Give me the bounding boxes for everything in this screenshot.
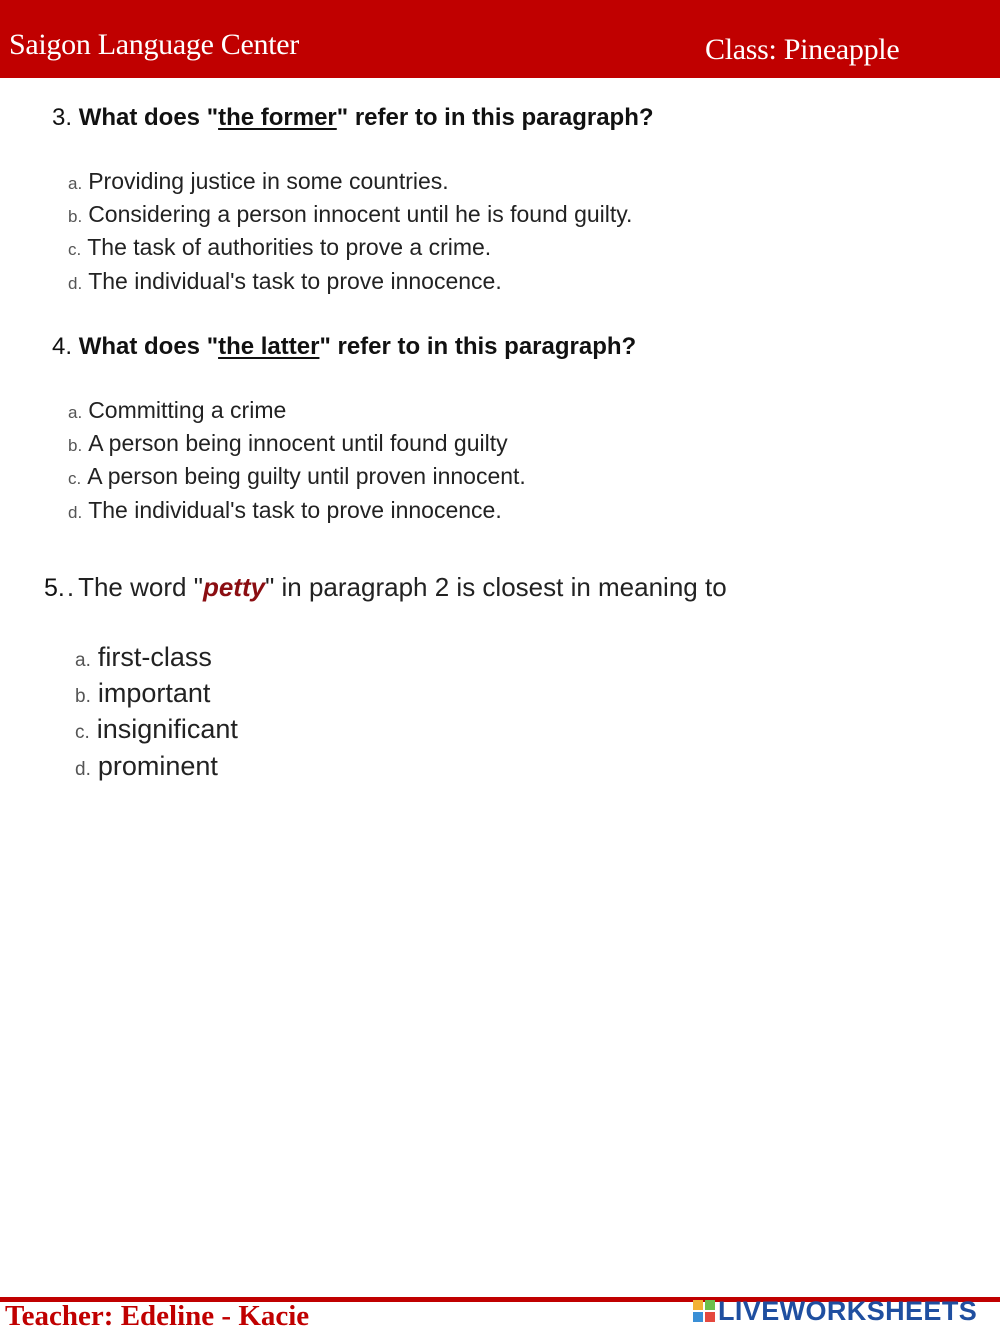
class-name: Class: Pineapple [705, 33, 900, 66]
question-dot: . [66, 572, 75, 602]
option-text: The task of authorities to prove a crime. [87, 234, 492, 260]
question-text-suffix: " refer to in this paragraph? [336, 104, 654, 131]
question-keyword: petty [202, 572, 266, 602]
option-letter: a. [68, 174, 83, 193]
question-text-suffix: " in paragraph 2 is closest in meaning to [265, 572, 727, 602]
school-name: Saigon Language Center [9, 28, 299, 61]
question-5-option-b[interactable] [75, 678, 210, 709]
question-3-option-d[interactable] [68, 268, 502, 295]
option-text: Providing justice in some countries. [88, 168, 449, 194]
question-5-option-d[interactable] [75, 751, 218, 782]
question-4-option-c[interactable] [68, 463, 526, 490]
option-letter: c. [68, 240, 82, 259]
question-number: 3. [52, 104, 73, 131]
teacher-name: Teacher: Edeline - Kacie [5, 1300, 310, 1332]
question-3-title [52, 104, 654, 132]
question-number: 5. [44, 574, 65, 602]
option-text: insignificant [96, 714, 238, 744]
question-5-option-c[interactable] [75, 714, 238, 745]
question-text-prefix: What does " [78, 333, 219, 360]
option-text: A person being guilty until proven innocent. [87, 463, 526, 489]
option-letter: b. [68, 436, 83, 455]
option-letter: d. [75, 759, 91, 780]
question-4-title [52, 333, 636, 361]
question-4-option-d[interactable] [68, 497, 502, 524]
question-3-option-b[interactable] [68, 201, 632, 228]
liveworksheets-logo-icon [693, 1300, 715, 1322]
question-3-option-c[interactable] [68, 234, 491, 261]
option-letter: d. [68, 503, 83, 522]
option-text: first-class [97, 642, 212, 672]
option-text: The individual's task to prove innocence. [88, 497, 502, 523]
question-text-prefix: The word " [78, 572, 203, 602]
option-letter: b. [75, 686, 91, 707]
option-text: prominent [97, 751, 218, 781]
option-text: A person being innocent until found guilty [88, 430, 508, 456]
option-text: The individual's task to prove innocence. [88, 268, 502, 294]
header-bar [0, 0, 1000, 78]
question-number: 4. [52, 333, 73, 360]
option-letter: a. [75, 650, 91, 671]
option-letter: c. [68, 469, 82, 488]
option-letter: c. [75, 722, 90, 743]
option-letter: a. [68, 403, 83, 422]
option-text: Committing a crime [88, 397, 287, 423]
question-keyword: the latter [218, 333, 320, 360]
brand-name: LIVEWORKSHEETS [718, 1295, 978, 1326]
question-5-option-a[interactable] [75, 642, 212, 673]
option-letter: d. [68, 274, 83, 293]
question-4-option-b[interactable] [68, 430, 508, 457]
option-text: important [97, 678, 211, 708]
option-letter: b. [68, 207, 83, 226]
option-text: Considering a person innocent until he is found guilty. [88, 201, 633, 227]
question-3-option-a[interactable] [68, 168, 449, 195]
question-text-suffix: " refer to in this paragraph? [319, 333, 637, 360]
liveworksheets-brand[interactable] [693, 1295, 978, 1326]
question-4-option-a[interactable] [68, 397, 286, 424]
question-text-prefix: What does " [78, 104, 219, 131]
question-keyword: the former [218, 104, 337, 131]
question-5-title [44, 572, 727, 603]
